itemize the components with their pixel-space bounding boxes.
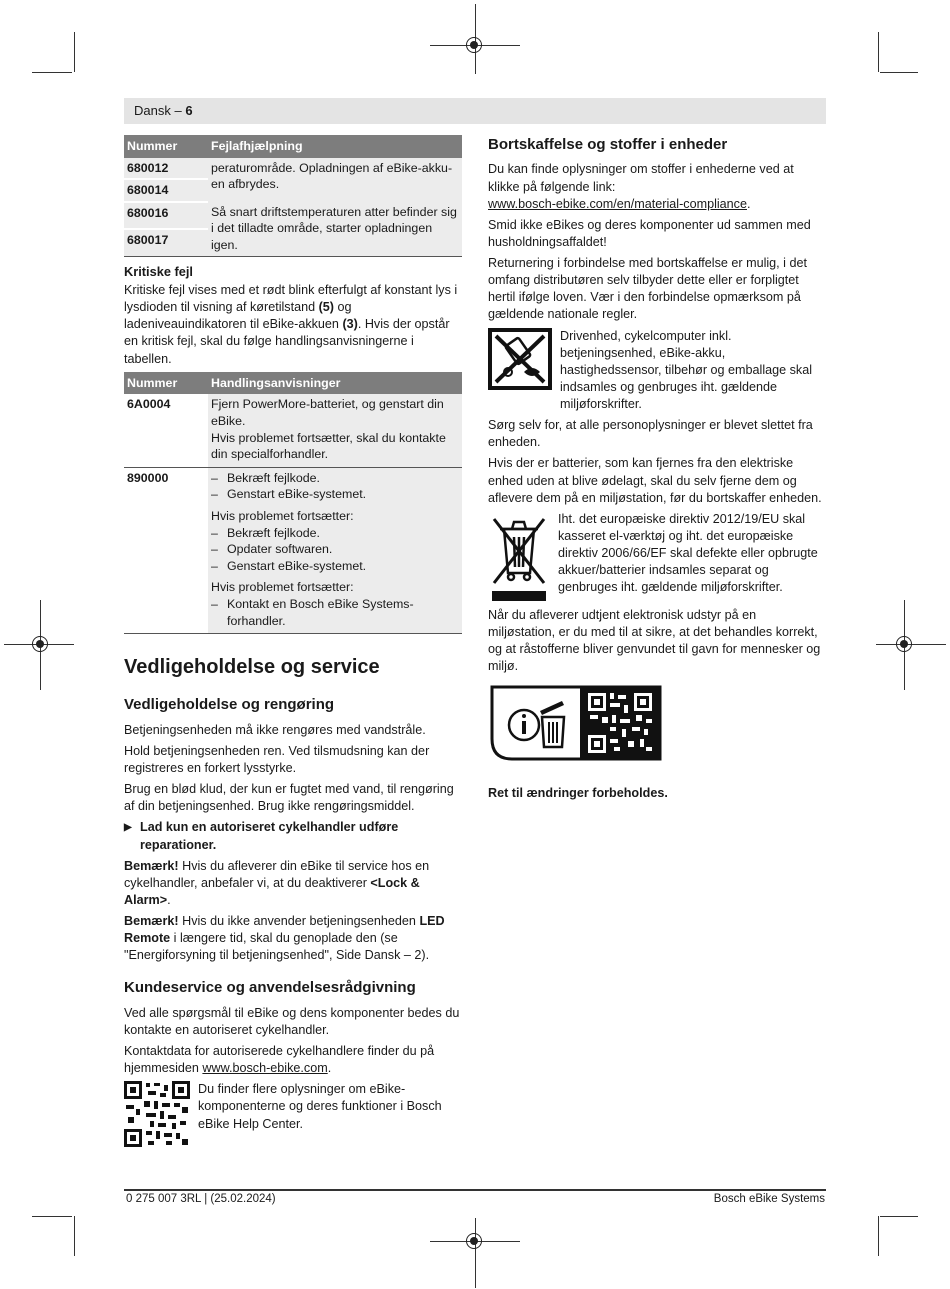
table-row (124, 158, 462, 180)
right-column (488, 135, 826, 806)
paragraph: Brug en blød klud, der kun er fugtet med vand, til rengøring af din betjeningsenhed. Brug ikke rengøringsmiddel. (124, 782, 454, 814)
qr-code-icon[interactable] (124, 1081, 190, 1147)
crop-mark (878, 1216, 879, 1256)
help-center-row (124, 1081, 462, 1147)
warning-bullet: ▶ Lad kun en autoriseret cykelhandler udføre reparationer. (124, 819, 462, 853)
error-code: 6A0004 (124, 394, 208, 467)
help-center-text: Du finder flere oplysninger om eBike-komponenterne og deres funktioner i Bosch eBike Help Center. (198, 1082, 442, 1131)
table-row (124, 394, 462, 467)
paragraph: Betjeningsenheden må ikke rengøres med vandstråle. (124, 722, 426, 737)
weee-text: Iht. det europæiske direktiv 2012/19/EU skal kasseret el-værktøj og iht. det europæiske direktiv 2006/66/EF skal defekte eller opbrugte akkuer/batterier indsamles separat og genbruges iht. gældende miljøforskrifter. (558, 511, 818, 595)
crossed-bin-icon (488, 511, 550, 603)
recycling-row (488, 328, 826, 414)
error-code: 680012 (124, 158, 208, 180)
crop-mark (880, 1216, 918, 1217)
paragraph: Du kan finde oplysninger om stoffer i enhederne ved at klikke på følgende link: (488, 162, 794, 194)
table-header-number: Nummer (124, 135, 208, 158)
remedy-text: Så snart driftstemperaturen atter befinder sig i det tilladte område, starter opladningen igen. (208, 202, 462, 256)
header-separator: – (170, 103, 186, 118)
crop-mark (32, 72, 72, 73)
recycling-text: Drivenhed, cykelcomputer inkl. betjeningsenhed, eBike-akku, hastighedssensor, tilbehør og emballage skal indsamles og genbruges iht. gældende miljøforskrifter. (560, 328, 813, 412)
error-code: 680017 (124, 229, 208, 256)
action-text: Fjern PowerMore-batteriet, og genstart din eBike. Hvis problemet fortsætter, skal du kontakte din specialforhandler. (208, 394, 462, 467)
page-header (134, 102, 193, 120)
table-header-number: Nummer (124, 372, 208, 395)
table-row (124, 467, 462, 633)
error-code: 680014 (124, 179, 208, 202)
registration-mark-icon (466, 1233, 482, 1249)
left-column (124, 135, 462, 1151)
critical-errors-text: Kritiske fejl vises med et rødt blink efterfulgt af konstant lys i lysdioden til visning af køretilstand (5) og ladeniveauindikatoren til eBike-akkuen (3). Hvis der opstår en kritisk fejl, skal du følge handlingsanvisningerne i tabellen. (124, 283, 458, 366)
critical-errors-heading: Kritiske fejl (124, 263, 193, 279)
maintenance-title: Vedligeholdelse og service (124, 656, 380, 679)
note: Bemærk! Hvis du afleverer din eBike til service hos en cykelhandler, anbefaler vi, at du deaktiverer <Lock & Alarm>. (124, 858, 430, 907)
weee-row (488, 511, 826, 603)
error-code: 680016 (124, 202, 208, 229)
paragraph: Ved alle spørgsmål til eBike og dens komponenter bedes du kontakte en autoriseret cykelhandler. (124, 1005, 460, 1037)
paragraph: Hold betjeningsenheden ren. Ved tilsmudsning kan der registreres en forkert lysstyrke. (124, 743, 430, 776)
paragraph: www.bosch-ebike.com/en/material-compliance. (488, 196, 751, 211)
page-number: 6 (185, 103, 193, 118)
registration-mark-icon (32, 636, 48, 652)
material-compliance-link[interactable]: www.bosch-ebike.com/en/material-compliance (488, 196, 747, 211)
table-header-actions: Handlingsanvisninger (208, 372, 462, 395)
rights-reserved: Ret til ændringer forbeholdes. (488, 786, 668, 801)
no-household-waste-icon (488, 328, 552, 390)
paragraph: Returnering i forbindelse med bortskaffelse er mulig, i det omfang distributøren selv tilbyder dette eller er forpligtet hertil ifølge loven. Vær i den forbindelse opmærksom på gældende nationale regler. (488, 256, 807, 322)
table-header-remedy: Fejlafhjælpning (208, 135, 462, 158)
registration-mark-icon (896, 636, 912, 652)
header-language: Dansk (134, 103, 171, 118)
crop-mark (32, 1216, 72, 1217)
maintenance-subtitle: Vedligeholdelse og rengøring (124, 696, 335, 714)
remedy-text: peraturområde. Opladningen af eBike-akku-en afbrydes. (208, 158, 462, 202)
crop-mark (74, 1216, 75, 1256)
customer-service-subtitle: Kundeservice og anvendelsesrådgivning (124, 979, 416, 997)
page-header-band (124, 98, 826, 124)
paragraph: Kontaktdata for autoriserede cykelhandlere finder du på hjemmesiden www.bosch-ebike.com. (124, 1044, 435, 1076)
paragraph: Sørg selv for, at alle personoplysninger er blevet slettet fra enheden. (488, 418, 813, 450)
paragraph: Når du afleverer udtjent elektronisk udstyr på en miljøstation, er du med til at sikre, at det behandles korrekt, og at råstofferne bliver genvundet til gavn for mennesker og miljø. (488, 607, 821, 674)
bosch-ebike-link[interactable]: www.bosch-ebike.com (202, 1061, 328, 1076)
footer-company: Bosch eBike Systems (713, 1193, 825, 1205)
error-code: 890000 (124, 467, 208, 633)
note: Bemærk! Hvis du ikke anvender betjeningsenheden LED Remote i længere tid, skal du genoplade den (se "Energiforsyning til betjeningsenhed", Side Dansk – 2). (124, 914, 445, 963)
table-row (124, 202, 462, 229)
crop-mark (878, 32, 879, 72)
registration-mark-icon (466, 37, 482, 53)
action-text: – Bekræft fejlkode. – Genstart eBike-systemet. Hvis problemet fortsætter: – Bekræft fejlkode. – Opdater softwaren. – Genstart eBike-systemet. Hvis problemet fortsætter: – Kontakt en Bosch eBike Systems-forhandler. (208, 467, 462, 633)
critical-errors-table (124, 372, 462, 635)
error-table-continued (124, 135, 462, 257)
crop-mark (475, 1218, 476, 1288)
crop-mark (880, 72, 918, 73)
footer-doc-number: 0 275 007 3RL | (25.02.2024) (126, 1193, 276, 1205)
info-bin-icon[interactable] (490, 685, 662, 761)
disposal-title: Bortskaffelse og stoffer i enheder (488, 136, 728, 153)
paragraph: Hvis der er batterier, som kan fjernes fra den elektriske enhed uden at blive ødelagt, skal du selv fjerne dem og aflevere dem på en miljøstation, før du bortskaffer enheden. (488, 456, 822, 505)
footer-divider (124, 1189, 826, 1191)
paragraph: Smid ikke eBikes og deres komponenter ud sammen med husholdningsaffaldet! (488, 217, 811, 249)
crop-mark (74, 32, 75, 72)
